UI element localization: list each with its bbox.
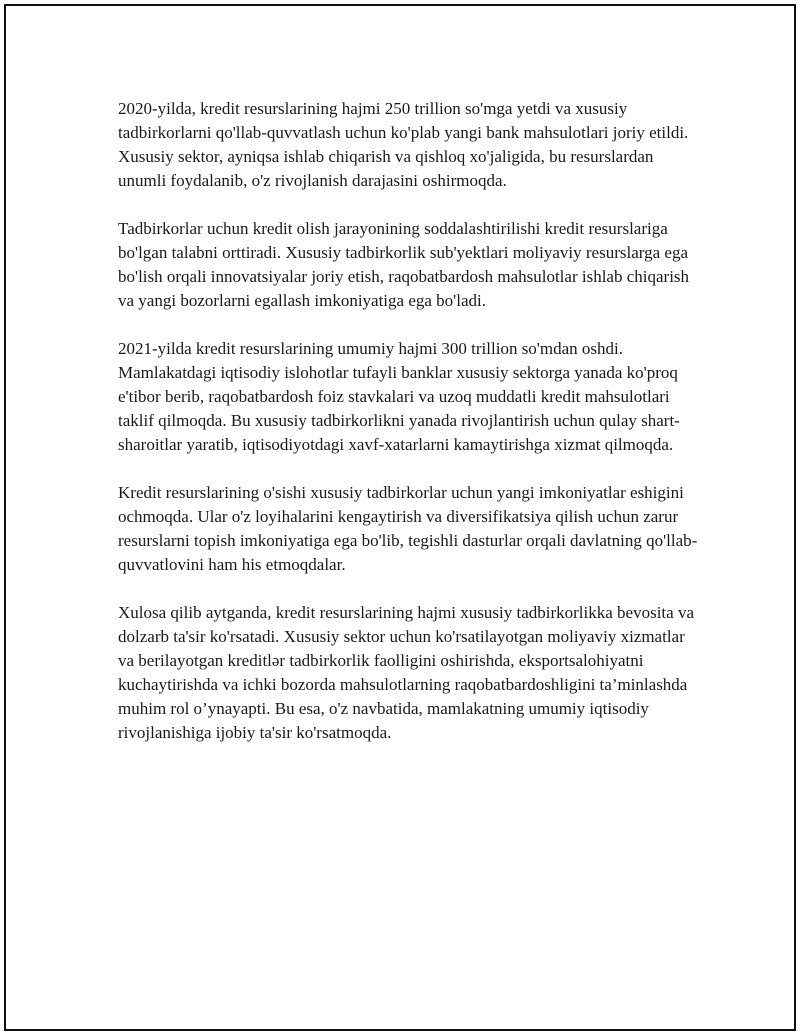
paragraph-5: Xulosa qilib aytganda, kredit resurslarining hajmi xususiy tadbirkorlikka bevosita va dolzarb ta'sir ko'rsatadi. Xususiy sektor uchun ko'rsatilayotgan moliyaviy xizmatlar va berilayotgan kreditlər tadbirkorlik faolligini oshirishda, eksportsalohiyatni kuchaytirishda va ichki bozorda mahsulotlarning raqobatbardoshligini ta’minlashda muhim rol o’ynayapti. Bu esa, o'z navbatida, mamlakatning umumiy iqtisodiy rivojlanishiga ijobiy ta'sir ko'rsatmoqda. <box>118 603 694 742</box>
paragraph-2: Tadbirkorlar uchun kredit olish jarayonining soddalashtirilishi kredit resurslariga bo'lgan talabni orttiradi. Xususiy tadbirkorlik sub'yektlari moliyaviy resurslarga ega bo'lish orqali innovatsiyalar joriy etish, raqobatbardosh mahsulotlar ishlab chiqarish va yangi bozorlarni egallash imkoniyatiga ega bo'ladi. <box>118 219 690 310</box>
paragraph-4: Kredit resurslarining o'sishi xususiy tadbirkorlar uchun yangi imkoniyatlar eshigini ochmoqda. Ular o'z loyihalarini kengaytirish va diversifikatsiya qilish uchun zarur resurslarni topish imkoniyatiga ega bo'lib, tegishli dasturlar orqali davlatning qo'llab-quvvatlovini ham his etmoqdalar. <box>118 483 698 574</box>
paragraph-3: 2021-yilda kredit resurslarining umumiy hajmi 300 trillion so'mdan oshdi. Mamlakatdagi iqtisodiy islohotlar tufayli banklar xususiy sektorga yanada ko'proq e'tibor berib, raqobatbardosh foiz stavkalari va uzoq muddatli kredit mahsulotlari taklif qilmoqda. Bu xususiy tadbirkorlikni yanada rivojlantirish uchun qulay shart-sharoitlar yaratib, iqtisodiyotdagi xavf-xatarlarni kamaytirishga xizmat qilmoqda. <box>118 339 680 454</box>
document-body <box>118 97 698 769</box>
paragraph-1: 2020-yilda, kredit resurslarining hajmi 250 trillion so'mga yetdi va xususiy tadbirkorlarni qo'llab-quvvatlash uchun ko'plab yangi bank mahsulotlari joriy etildi. Xususiy sektor, ayniqsa ishlab chiqarish va qishloq xo'jaligida, bu resurslardan unumli foydalanib, o'z rivojlanish darajasini oshirmoqda. <box>118 99 689 190</box>
document-page <box>4 4 796 1031</box>
